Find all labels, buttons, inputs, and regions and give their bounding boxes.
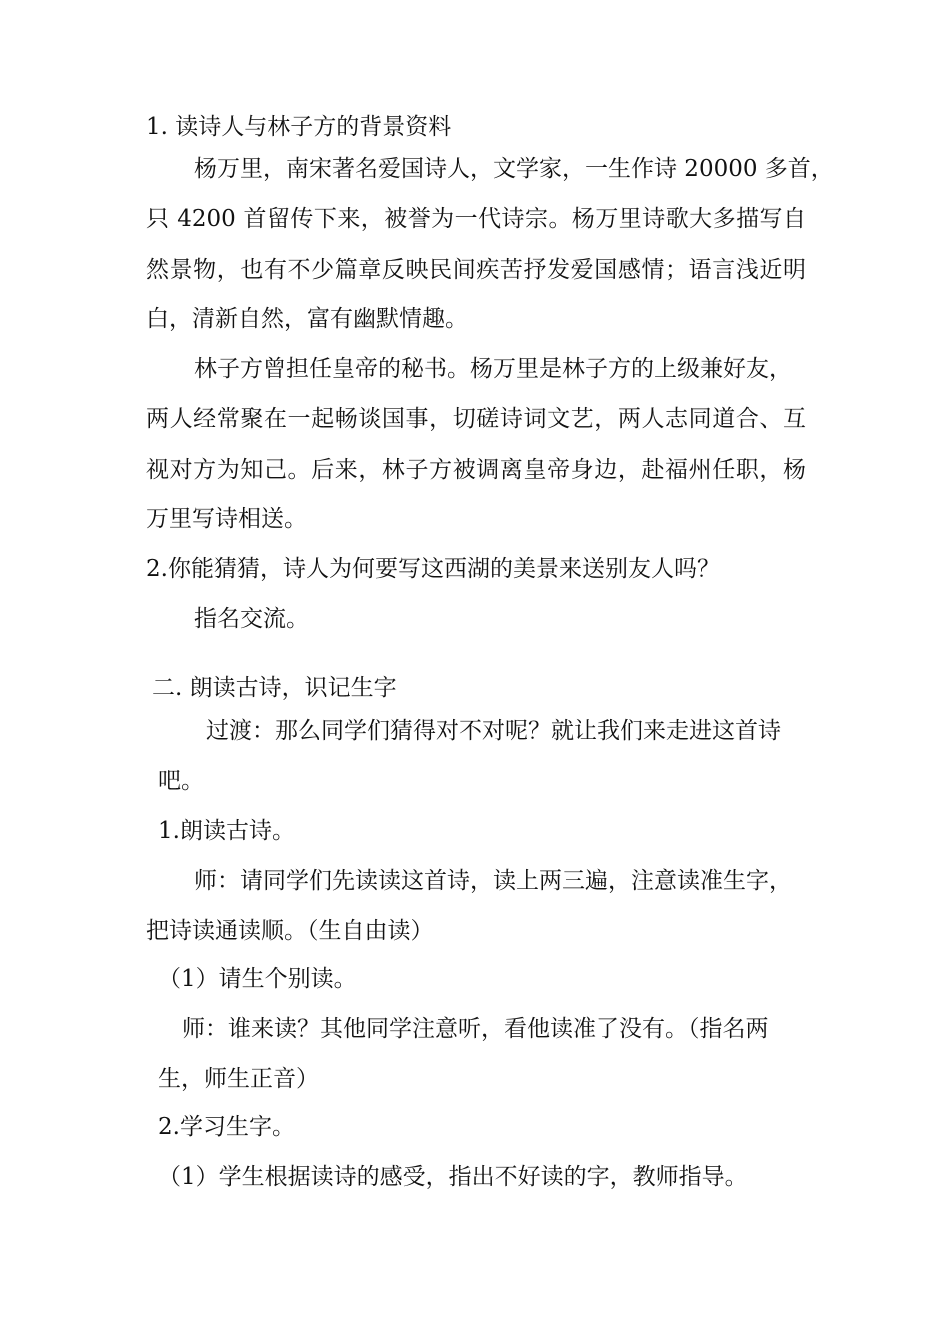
question-2-answer: 指名交流。 <box>194 606 309 632</box>
item-2-title: 2.学习生字。 <box>158 1114 295 1140</box>
question-2: 2.你能猜猜，诗人为何要写这西湖的美景来送别友人吗？ <box>146 556 720 582</box>
paragraph-line: 视对方为知己。后来，林子方被调离皇帝身边，赴福州任职，杨 <box>146 457 806 483</box>
paragraph-line: 然景物，也有不少篇章反映民间疾苦抒发爱国感情；语言浅近明 <box>146 257 806 283</box>
transition-line: 过渡：那么同学们猜得对不对呢？就让我们来走进这首诗 <box>206 718 781 744</box>
paragraph-line: 只 4200 首留传下来，被誉为一代诗宗。杨万里诗歌大多描写自 <box>146 206 806 232</box>
sub-item-2: （1）学生根据读诗的感受，指出不好读的字，教师指导。 <box>158 1164 748 1190</box>
teacher-line: 生，师生正音） <box>158 1066 319 1092</box>
section1-heading: 1. 读诗人与林子方的背景资料 <box>146 114 452 140</box>
paragraph-line: 杨万里，南宋著名爱国诗人，文学家，一生作诗 20000 多首， <box>194 156 834 182</box>
paragraph-line: 万里写诗相送。 <box>146 506 307 532</box>
teacher-line: 师：请同学们先读读这首诗，读上两三遍，注意读准生字， <box>194 868 792 894</box>
paragraph-line: 白，清新自然，富有幽默情趣。 <box>146 306 468 332</box>
paragraph-line: 林子方曾担任皇帝的秘书。杨万里是林子方的上级兼好友， <box>194 356 792 382</box>
sub-item-1: （1）请生个别读。 <box>158 966 357 992</box>
teacher-line: 师：谁来读？其他同学注意听，看他读准了没有。（指名两 <box>182 1016 769 1042</box>
transition-line: 吧。 <box>158 768 204 794</box>
section2-heading: 二. 朗读古诗，识记生字 <box>152 675 397 701</box>
teacher-line: 把诗读通读顺。（生自由读） <box>146 918 434 944</box>
item-1-title: 1.朗读古诗。 <box>158 818 295 844</box>
paragraph-line: 两人经常聚在一起畅谈国事，切磋诗词文艺，两人志同道合、互 <box>146 406 806 432</box>
